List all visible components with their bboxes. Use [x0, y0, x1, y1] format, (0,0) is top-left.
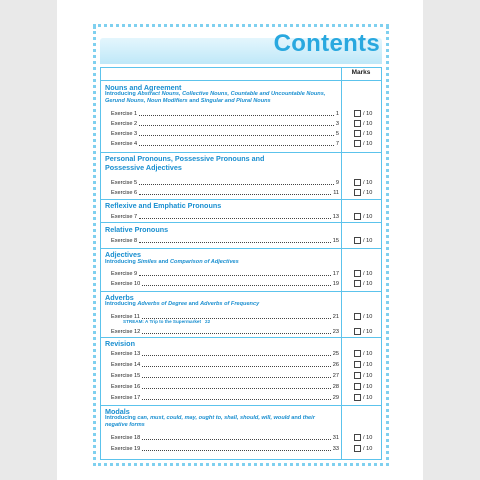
intro-text: can, must, could, may, ought to, shall, should, will, would	[137, 415, 290, 421]
dotted-frame-top	[93, 24, 389, 27]
section-title: Adverbs	[105, 293, 134, 302]
page-number: 3	[335, 121, 339, 127]
marks-cell	[354, 349, 372, 357]
page-number: 11	[333, 190, 339, 196]
dotted-frame-right	[386, 26, 389, 466]
section-divider	[101, 248, 381, 249]
marks-checkbox[interactable]	[354, 270, 361, 277]
marks-out-of: / 10	[363, 373, 373, 379]
page-number: 7	[335, 141, 339, 147]
section-intro	[105, 301, 337, 308]
exercise-name: Exercise 5	[111, 180, 138, 186]
exercise-row[interactable]	[111, 371, 339, 379]
section-divider	[101, 199, 381, 200]
dotted-frame-bottom	[93, 463, 389, 466]
marks-out-of: / 10	[363, 395, 373, 401]
exercise-row[interactable]	[111, 393, 339, 401]
section-divider	[101, 405, 381, 406]
intro-text: Singular and Plural Nouns	[200, 98, 271, 104]
exercise-row[interactable]	[111, 360, 339, 368]
page-number: 26	[332, 362, 339, 368]
exercise-row[interactable]	[111, 178, 339, 186]
marks-cell	[354, 382, 372, 390]
page-number: 28	[332, 384, 339, 390]
marks-cell	[354, 269, 372, 277]
dot-leader	[142, 399, 331, 400]
exercise-name: Exercise 2	[111, 121, 138, 127]
marks-out-of: / 10	[363, 141, 373, 147]
section-divider	[101, 152, 381, 153]
marks-checkbox[interactable]	[354, 237, 361, 244]
page-number: 33	[332, 446, 339, 452]
section-divider	[101, 222, 381, 223]
exercise-name: Exercise 6	[111, 190, 138, 196]
section-intro	[105, 415, 337, 429]
intro-text: Comparison of Adjectives	[169, 259, 239, 265]
dot-leader	[142, 333, 331, 334]
marks-cell	[354, 119, 372, 127]
stream-page-number: 22	[205, 319, 211, 324]
page-number: 9	[335, 180, 339, 186]
section-title: Revision	[105, 339, 135, 348]
marks-out-of: / 10	[363, 362, 373, 368]
marks-checkbox[interactable]	[354, 140, 361, 147]
page-number: 21	[332, 314, 339, 320]
exercise-name: Exercise 14	[111, 362, 141, 368]
dot-leader	[139, 194, 331, 195]
page-number: 17	[332, 271, 339, 277]
exercise-row[interactable]	[111, 279, 339, 287]
marks-out-of: / 10	[363, 435, 373, 441]
exercise-name: Exercise 9	[111, 271, 138, 277]
marks-checkbox[interactable]	[354, 110, 361, 117]
table-header-row	[101, 68, 381, 81]
exercise-name: Exercise 11	[111, 314, 140, 320]
marks-cell	[354, 129, 372, 137]
intro-text: Adverbs of Degree	[137, 301, 188, 307]
exercise-row[interactable]	[111, 129, 339, 137]
intro-text: Abstract Nouns, Collective Nouns, Countable and Uncountable Nouns, Gerund Nouns, Noun Modifiers	[105, 91, 326, 104]
page-number: 5	[335, 131, 339, 137]
exercise-name: Exercise 3	[111, 131, 138, 137]
dot-leader	[142, 355, 331, 356]
exercise-name: Exercise 13	[111, 351, 141, 357]
marks-column-divider	[341, 68, 342, 459]
exercise-row[interactable]	[111, 188, 339, 196]
marks-cell	[354, 360, 372, 368]
marks-checkbox[interactable]	[354, 434, 361, 441]
marks-out-of: / 10	[363, 384, 373, 390]
marks-checkbox[interactable]	[354, 372, 361, 379]
section-title: Personal Pronouns, Possessive Pronouns and	[105, 154, 265, 163]
page-number: 13	[332, 214, 339, 220]
marks-checkbox[interactable]	[354, 445, 361, 452]
marks-cell	[354, 371, 372, 379]
dot-leader	[139, 115, 334, 116]
exercise-row[interactable]	[111, 327, 339, 335]
dot-leader	[139, 218, 331, 219]
marks-checkbox[interactable]	[354, 280, 361, 287]
page-title: Contents	[273, 30, 380, 57]
marks-cell	[354, 212, 372, 220]
marks-checkbox[interactable]	[354, 130, 361, 137]
intro-text: Similes	[137, 259, 157, 265]
marks-checkbox[interactable]	[354, 179, 361, 186]
exercise-name: Exercise 17	[111, 395, 141, 401]
marks-out-of: / 10	[363, 271, 373, 277]
marks-checkbox[interactable]	[354, 361, 361, 368]
dot-leader	[139, 242, 331, 243]
marks-out-of: / 10	[363, 446, 373, 452]
page-number: 29	[332, 395, 339, 401]
section-title: Nouns and Agreement	[105, 83, 182, 92]
exercise-row[interactable]	[111, 119, 339, 127]
dot-leader	[142, 285, 331, 286]
exercise-row[interactable]	[111, 349, 339, 357]
marks-checkbox[interactable]	[354, 383, 361, 390]
exercise-row[interactable]	[111, 382, 339, 390]
marks-checkbox[interactable]	[354, 394, 361, 401]
intro-text: and	[156, 259, 170, 265]
section-intro	[105, 91, 337, 105]
marks-out-of: / 10	[363, 238, 373, 244]
dot-leader	[142, 366, 331, 367]
stream-label: STREAM: A Trip to the Supermarket	[123, 319, 202, 324]
page-number: 1	[335, 111, 339, 117]
intro-text: and	[289, 415, 303, 421]
marks-cell	[354, 279, 372, 287]
marks-out-of: / 10	[363, 281, 373, 287]
marks-cell	[354, 433, 372, 441]
marks-out-of: / 10	[363, 180, 373, 186]
intro-text: their negative forms	[105, 415, 315, 428]
exercise-name: Exercise 4	[111, 141, 138, 147]
section-title: Modals	[105, 407, 130, 416]
marks-cell	[354, 444, 372, 452]
marks-checkbox[interactable]	[354, 189, 361, 196]
exercise-name: Exercise 10	[111, 281, 141, 287]
dotted-frame-left	[93, 26, 96, 466]
section-title: Reflexive and Emphatic Pronouns	[105, 201, 222, 210]
marks-checkbox[interactable]	[354, 120, 361, 127]
marks-out-of: / 10	[363, 329, 373, 335]
page-number: 31	[332, 435, 339, 441]
marks-checkbox[interactable]	[354, 213, 361, 220]
exercise-name: Exercise 15	[111, 373, 141, 379]
intro-text: and	[187, 98, 201, 104]
section-divider	[101, 291, 381, 292]
marks-cell	[354, 188, 372, 196]
intro-text: Introducing	[105, 415, 138, 421]
section-title: Adjectives	[105, 250, 141, 259]
marks-out-of: / 10	[363, 214, 373, 220]
exercise-name: Exercise 16	[111, 384, 141, 390]
marks-cell	[354, 236, 372, 244]
intro-text: Introducing	[105, 91, 138, 97]
exercise-row[interactable]	[111, 269, 339, 277]
intro-text: Introducing	[105, 259, 138, 265]
section-divider	[101, 337, 381, 338]
marks-out-of: / 10	[363, 131, 373, 137]
marks-out-of: / 10	[363, 314, 373, 320]
exercise-name: Exercise 1	[111, 111, 138, 117]
marks-cell	[354, 327, 372, 335]
marks-cell	[354, 393, 372, 401]
marks-out-of: / 10	[363, 111, 373, 117]
marks-out-of: / 10	[363, 121, 373, 127]
marks-checkbox[interactable]	[354, 350, 361, 357]
section-intro	[105, 259, 337, 266]
exercise-row[interactable]	[111, 139, 339, 147]
exercise-name: Exercise 7	[111, 214, 138, 220]
intro-text: and	[187, 301, 201, 307]
marks-out-of: / 10	[363, 351, 373, 357]
dot-leader	[139, 145, 334, 146]
page-number: 19	[332, 281, 339, 287]
section-title-line-2: Possessive Adjectives	[105, 163, 182, 172]
marks-out-of: / 10	[363, 190, 373, 196]
marks-cell	[354, 312, 372, 320]
exercise-row[interactable]	[111, 236, 339, 244]
page-number: 23	[332, 329, 339, 335]
exercise-name: Exercise 18	[111, 435, 141, 441]
section-title: Relative Pronouns	[105, 225, 169, 234]
dot-leader	[139, 125, 334, 126]
contents-table	[100, 67, 382, 460]
exercise-name: Exercise 12	[111, 329, 141, 335]
marks-cell	[354, 178, 372, 186]
dot-leader	[142, 439, 331, 440]
page-number: 15	[332, 238, 339, 244]
exercise-name: Exercise 19	[111, 446, 141, 452]
intro-text: Introducing	[105, 301, 138, 307]
exercise-row[interactable]	[111, 212, 339, 220]
page-number: 27	[332, 373, 339, 379]
exercise-row[interactable]	[111, 444, 339, 452]
intro-text: Adverbs of Frequency	[200, 301, 260, 307]
marks-cell	[354, 109, 372, 117]
dot-leader	[139, 184, 334, 185]
marks-checkbox[interactable]	[354, 328, 361, 335]
exercise-name: Exercise 8	[111, 238, 138, 244]
dot-leader	[139, 135, 334, 136]
exercise-row[interactable]	[111, 433, 339, 441]
marks-header: Marks	[351, 69, 371, 76]
page-number: 25	[332, 351, 339, 357]
dot-leader	[139, 275, 331, 276]
dot-leader	[142, 450, 331, 451]
exercise-row[interactable]	[111, 109, 339, 117]
marks-cell	[354, 139, 372, 147]
dot-leader	[142, 377, 331, 378]
dot-leader	[142, 388, 331, 389]
stream-entry[interactable]	[123, 319, 210, 324]
marks-checkbox[interactable]	[354, 313, 361, 320]
